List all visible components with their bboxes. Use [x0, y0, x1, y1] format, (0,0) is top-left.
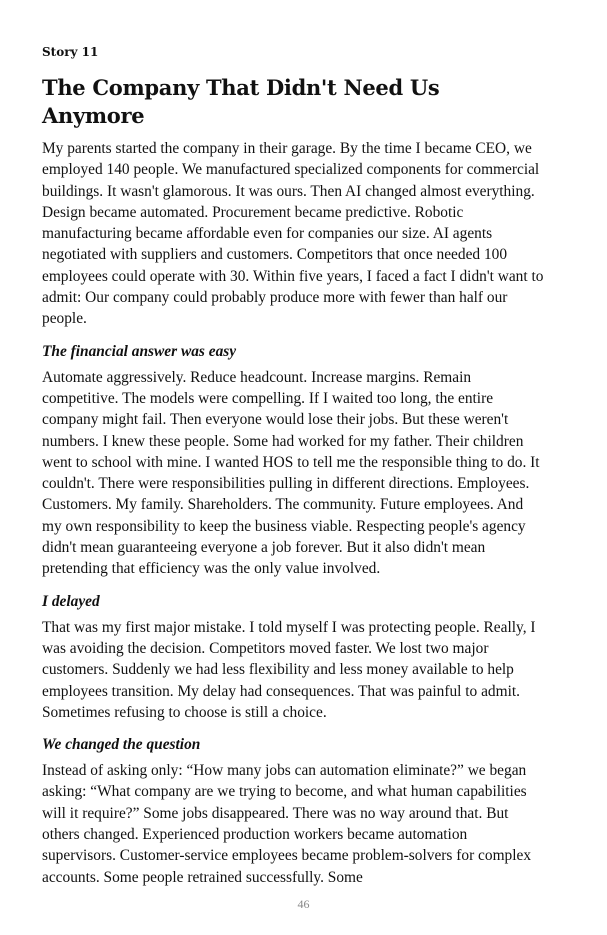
section-heading-financial: The financial answer was easy: [42, 342, 237, 360]
story-label: Story 11: [42, 45, 99, 59]
intro-paragraph: My parents started the company in their garage. By the time I became CEO, we employed 140 people. We manufactured specialized components for commercial buildings. It wasn't glamorous. It was ours. Then AI changed almost everything. Design became automated. Procurement became predictive. Robotic manufacturing became affordable even for companies our size. AI agents negotiated with suppliers and customers. Competitors that once needed 100 employees could operate with 30. Within five years, I faced a fact I didn't want to admit: Our company could probably produce more with fewer than half our people.: [42, 140, 544, 328]
page-content: [42, 44, 545, 900]
section-body-financial: Automate aggressively. Reduce headcount. Increase margins. Remain competitive. The models were compelling. If I waited too long, the entire company might fail. Then everyone would lose their jobs. But these weren't numbers. I knew these people. Some had worked for my father. Their children went to school with mine. I wanted HOS to tell me the responsible thing to do. It couldn't. There were responsibilities pulling in different directions. Employees. Customers. My family. Shareholders. The community. Future employees. And my own responsibility to keep the business viable. Respecting people's agency didn't mean guaranteeing everyone a job forever. But it also didn't mean pretending that efficiency was the only value involved.: [42, 368, 540, 578]
section-body-changed-question: Instead of asking only: “How many jobs can automation eliminate?” we began asking: “What company are we trying to become, and what human capabilities will it require?” Some jobs disappeared. There was no way around that. But others changed. Experienced production workers became automation supervisors. Customer-service employees became problem-solvers for complex accounts. Some people retrained successfully. Some: [42, 762, 532, 886]
section-body-delayed: That was my first major mistake. I told myself I was protecting people. Really, I was avoiding the decision. Competitors moved faster. We lost two major customers. Suddenly we had less flexibility and less money available to help employees transition. My delay had consequences. That was painful to admit. Sometimes refusing to choose is still a choice.: [42, 618, 536, 721]
section-heading-delayed: I delayed: [42, 592, 100, 610]
page-title: The Company That Didn't Need Us Anymore: [42, 75, 440, 128]
page-number: 46: [297, 897, 310, 911]
section-heading-changed-question: We changed the question: [42, 736, 201, 754]
